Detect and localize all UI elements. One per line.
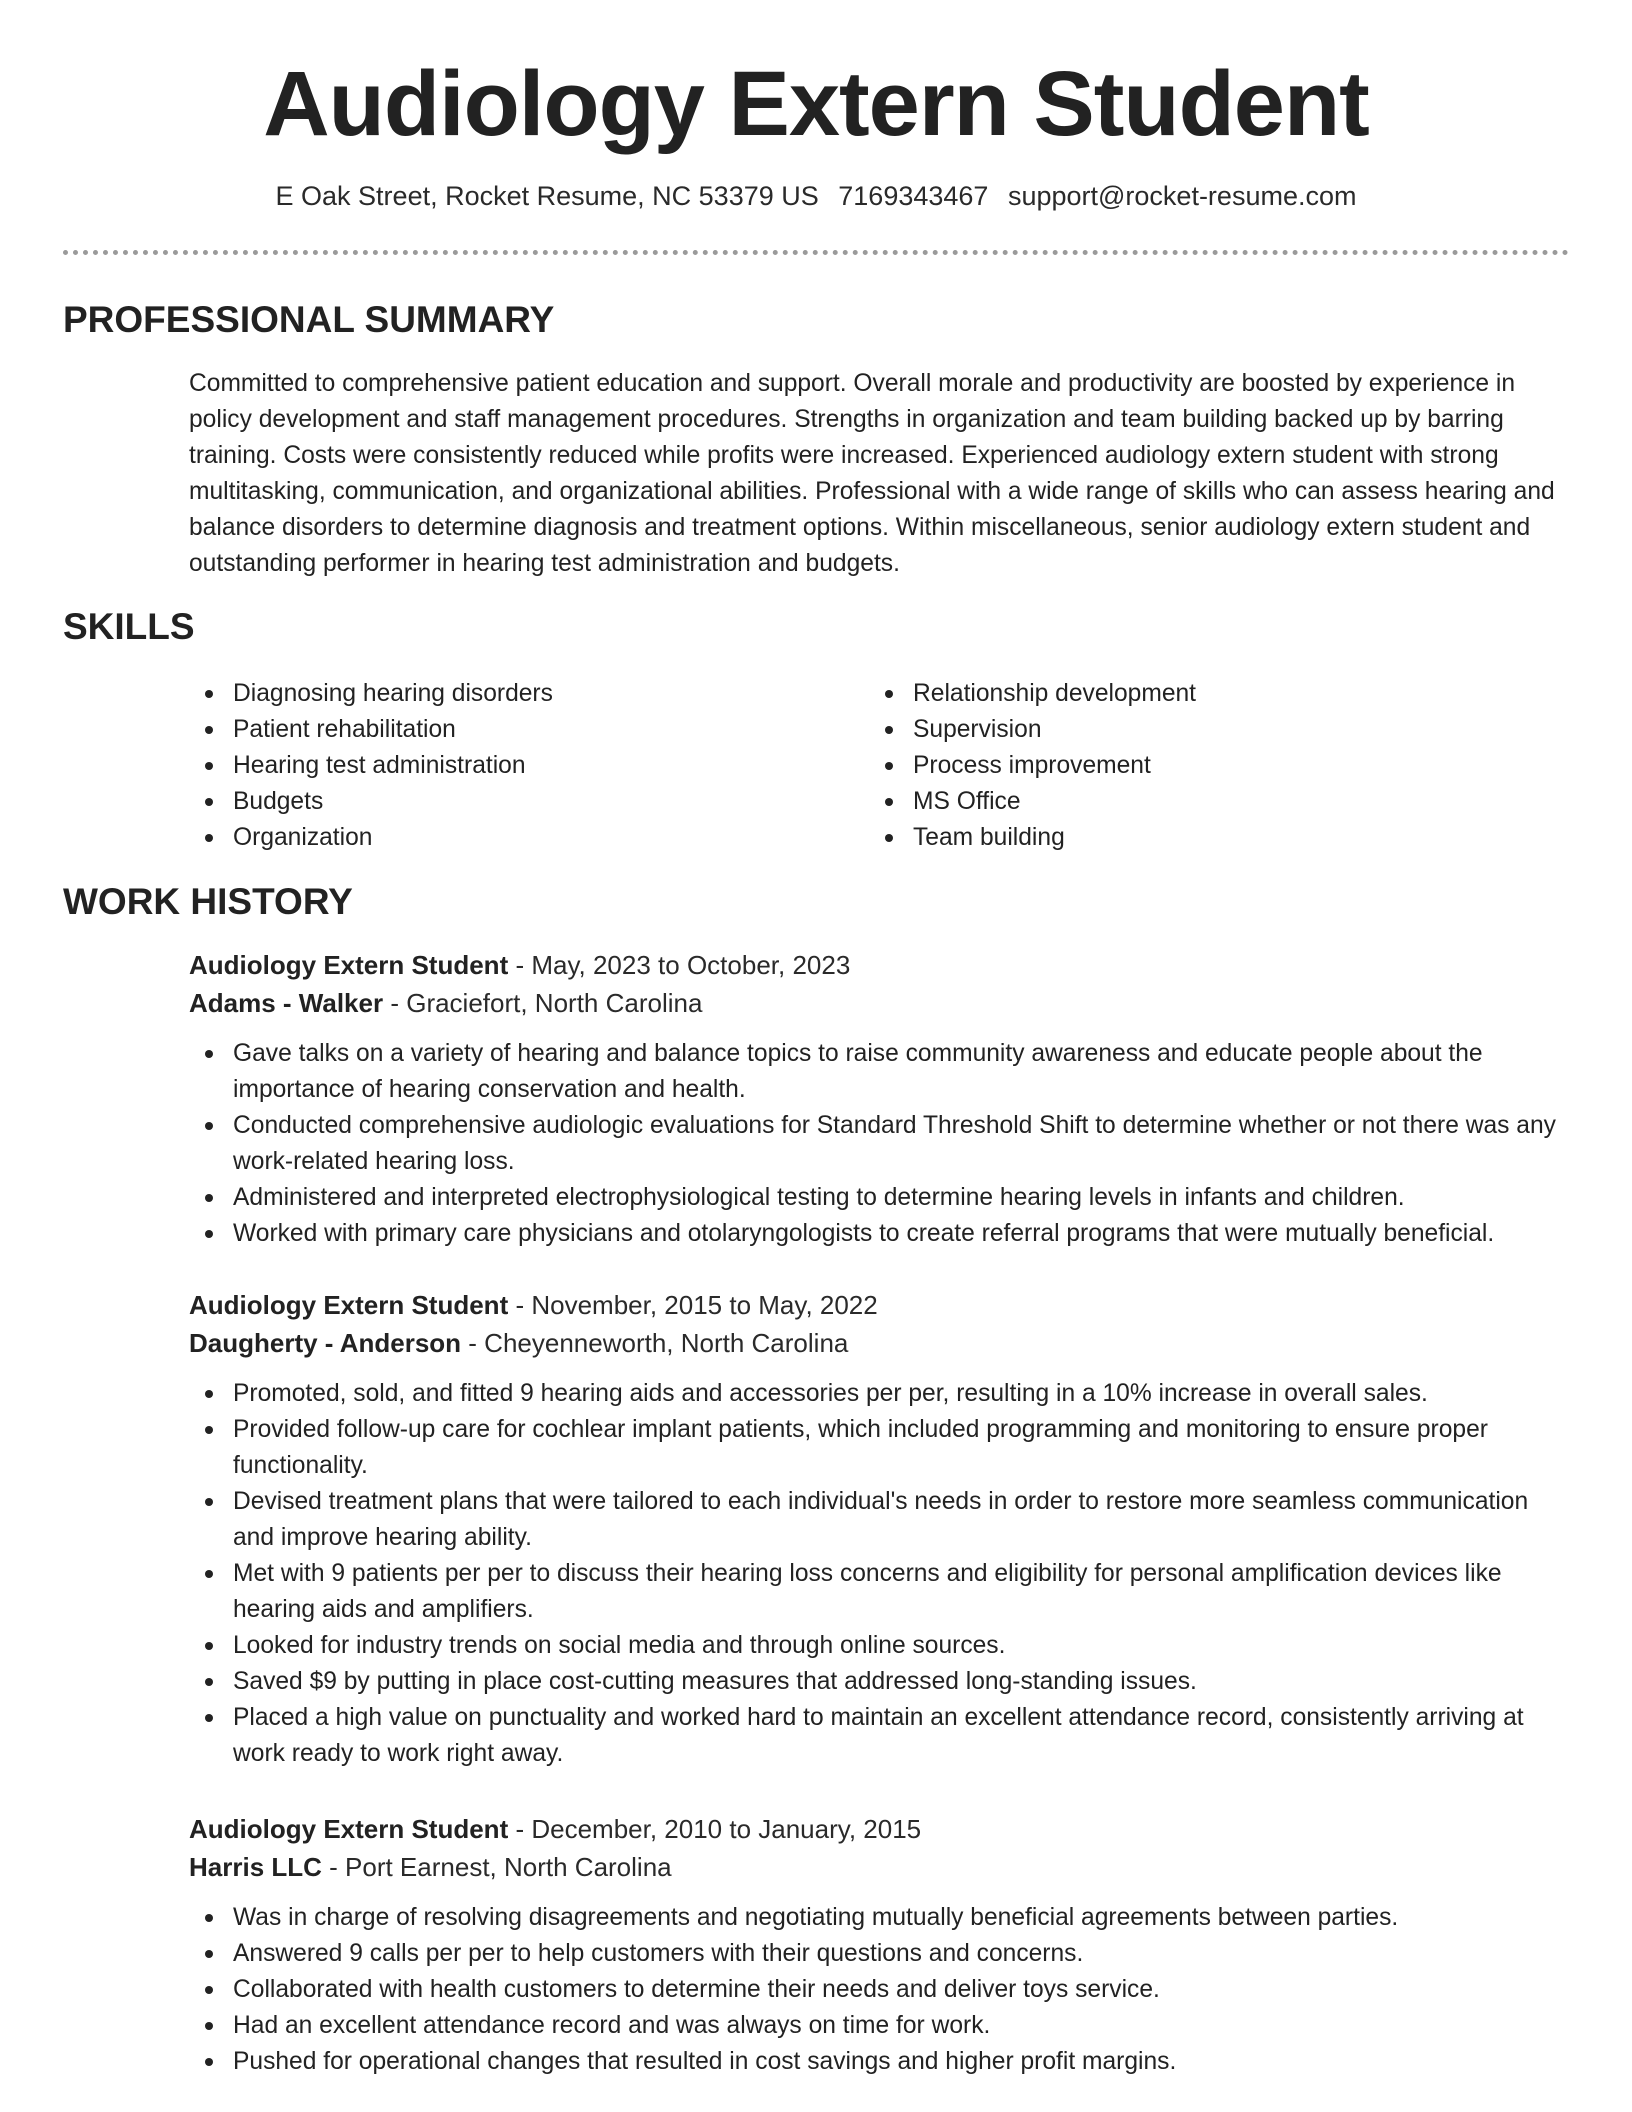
duty-item: Promoted, sold, and fitted 9 hearing aids and accessories per per, resulting in a 10% increase in overall sales. [189, 1376, 1569, 1412]
job-duties [189, 1036, 1569, 1252]
job-dates: - December, 2010 to January, 2015 [508, 1814, 922, 1844]
skills-list-left [189, 676, 829, 856]
work-history-heading: WORK HISTORY [63, 881, 353, 922]
job-dates: - May, 2023 to October, 2023 [508, 950, 851, 980]
job-dates: - November, 2015 to May, 2022 [508, 1290, 878, 1320]
job-entry [189, 946, 1569, 1252]
skill-item: Hearing test administration [189, 748, 829, 784]
job-company: Daugherty - Anderson [189, 1328, 462, 1358]
skill-item: Patient rehabilitation [189, 712, 829, 748]
duty-item: Gave talks on a variety of hearing and balance topics to raise community awareness and educate people about the importance of hearing conservation and health. [189, 1036, 1569, 1108]
skill-item: Team building [869, 820, 1549, 856]
contact-info [0, 180, 1632, 212]
job-entry [189, 1286, 1569, 1772]
duty-item: Conducted comprehensive audiologic evaluations for Standard Threshold Shift to determine whether or not there was any work-related hearing loss. [189, 1108, 1569, 1180]
job-location: - Port Earnest, North Carolina [321, 1852, 672, 1882]
job-role: Audiology Extern Student [189, 950, 509, 980]
job-role: Audiology Extern Student [189, 1290, 509, 1320]
job-title-line [189, 1286, 1569, 1324]
skill-item: Budgets [189, 784, 829, 820]
duty-item: Provided follow-up care for cochlear implant patients, which included programming and monitoring to ensure proper functionality. [189, 1412, 1569, 1484]
duty-item: Collaborated with health customers to determine their needs and deliver toys service. [189, 1972, 1569, 2008]
summary-heading: PROFESSIONAL SUMMARY [63, 299, 555, 340]
duty-item: Had an excellent attendance record and was always on time for work. [189, 2008, 1569, 2044]
contact-phone: 7169343467 [838, 181, 989, 211]
header-divider [63, 250, 1569, 255]
skill-item: Process improvement [869, 748, 1549, 784]
job-company: Adams - Walker [189, 988, 384, 1018]
candidate-name: Audiology Extern Student [263, 53, 1369, 155]
duty-item: Placed a high value on punctuality and worked hard to maintain an excellent attendance record, consistently arriving at work ready to work right away. [189, 1700, 1569, 1772]
duty-item: Worked with primary care physicians and otolaryngologists to create referral programs that were mutually beneficial. [189, 1216, 1569, 1252]
job-duties [189, 1900, 1569, 2080]
duty-item: Looked for industry trends on social media and through online sources. [189, 1628, 1569, 1664]
job-entry [189, 1810, 1569, 2080]
skill-item: Supervision [869, 712, 1549, 748]
duty-item: Devised treatment plans that were tailored to each individual's needs in order to restore more seamless communication and improve hearing ability. [189, 1484, 1569, 1556]
skills-heading: SKILLS [63, 606, 195, 647]
job-title-line [189, 1810, 1569, 1848]
job-location: - Cheyenneworth, North Carolina [461, 1328, 849, 1358]
job-title-line [189, 946, 1569, 984]
skills-list-right [869, 676, 1549, 856]
job-company-line [189, 984, 1569, 1022]
job-duties [189, 1376, 1569, 1772]
duty-item: Was in charge of resolving disagreements and negotiating mutually beneficial agreements between parties. [189, 1900, 1569, 1936]
summary-text: Committed to comprehensive patient education and support. Overall morale and productivity are boosted by experience in policy development and staff management procedures. Strengths in organization and team building backed up by barring training. Costs were consistently reduced while profits were increased. Experienced audiology extern student with strong multitasking, communication, and organizational abilities. Professional with a wide range of skills who can assess hearing and balance disorders to determine diagnosis and treatment options. Within miscellaneous, senior audiology extern student and outstanding performer in hearing test administration and budgets. [189, 370, 1555, 577]
job-role: Audiology Extern Student [189, 1814, 509, 1844]
skill-item: Relationship development [869, 676, 1549, 712]
job-company-line [189, 1324, 1569, 1362]
duty-item: Met with 9 patients per per to discuss their hearing loss concerns and eligibility for personal amplification devices like hearing aids and amplifiers. [189, 1556, 1569, 1628]
job-company-line [189, 1848, 1569, 1886]
job-location: - Graciefort, North Carolina [383, 988, 703, 1018]
skill-item: Organization [189, 820, 829, 856]
job-company: Harris LLC [189, 1852, 322, 1882]
duty-item: Pushed for operational changes that resulted in cost savings and higher profit margins. [189, 2044, 1569, 2080]
skill-item: MS Office [869, 784, 1549, 820]
duty-item: Administered and interpreted electrophysiological testing to determine hearing levels in infants and children. [189, 1180, 1569, 1216]
duty-item: Answered 9 calls per per to help customers with their questions and concerns. [189, 1936, 1569, 1972]
duty-item: Saved $9 by putting in place cost-cutting measures that addressed long-standing issues. [189, 1664, 1569, 1700]
skill-item: Diagnosing hearing disorders [189, 676, 829, 712]
contact-email: support@rocket-resume.com [1007, 181, 1357, 211]
contact-address: E Oak Street, Rocket Resume, NC 53379 US [275, 181, 819, 211]
